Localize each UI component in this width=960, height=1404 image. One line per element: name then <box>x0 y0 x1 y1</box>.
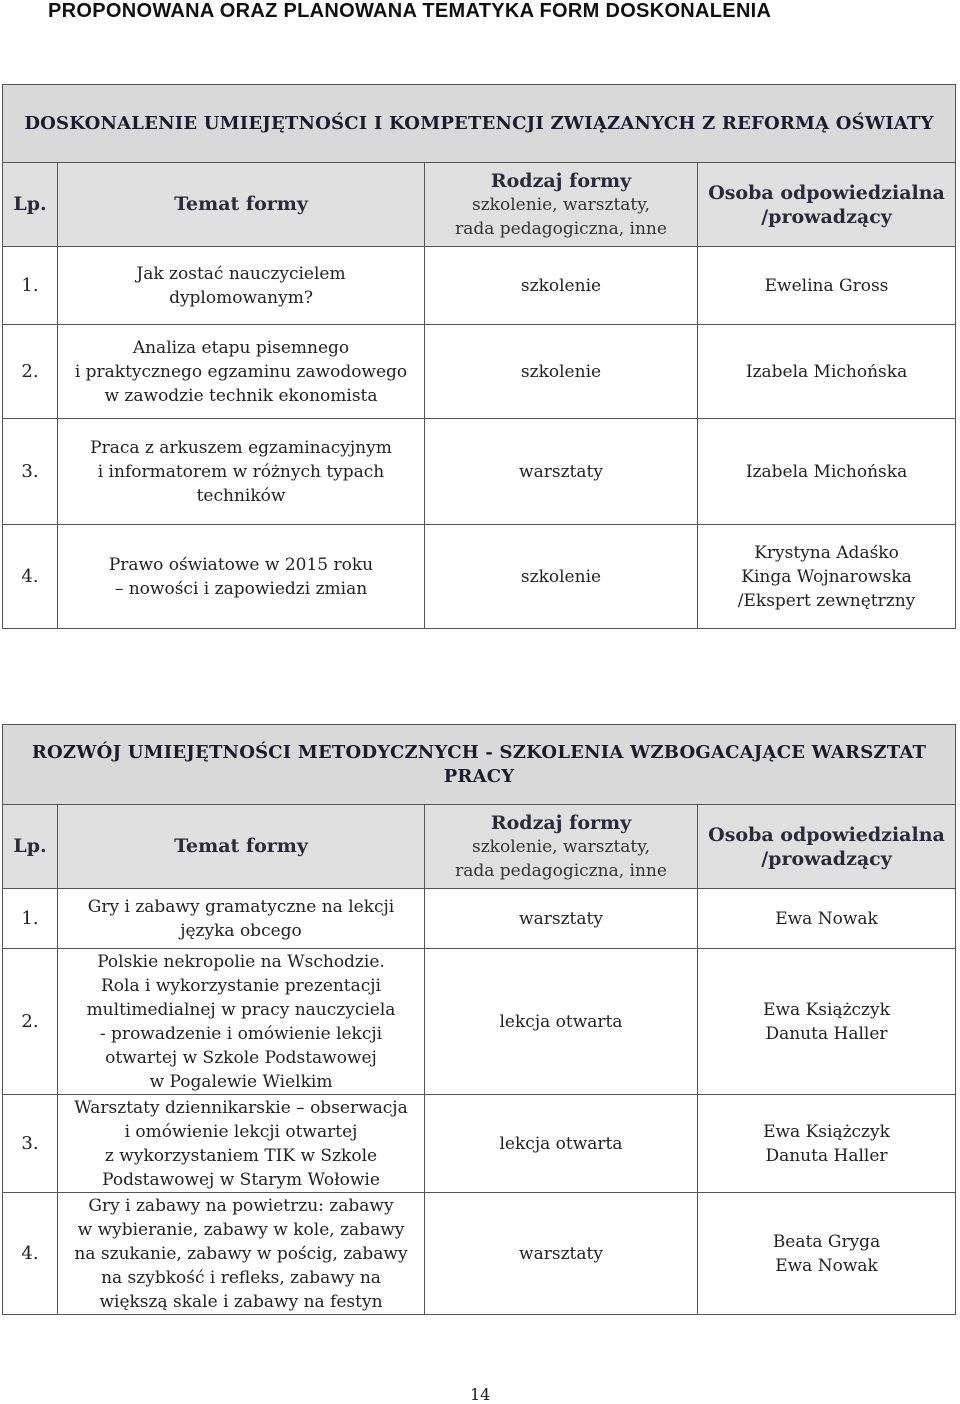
section-title: DOSKONALENIE UMIEJĘTNOŚCI I KOMPETENCJI ZWIĄZANYCH Z REFORMĄ OŚWIATY <box>3 85 956 163</box>
row-lp: 4. <box>3 1193 58 1315</box>
row-rodzaj: szkolenie <box>425 247 698 325</box>
header-temat: Temat formy <box>58 805 425 889</box>
table-row <box>3 325 956 419</box>
row-lp: 2. <box>3 949 58 1095</box>
table-row <box>3 247 956 325</box>
table-reform <box>2 84 956 629</box>
row-osoba: Izabela Michońska <box>698 325 956 419</box>
row-rodzaj: szkolenie <box>425 525 698 629</box>
table-row <box>3 949 956 1095</box>
row-lp: 1. <box>3 889 58 949</box>
row-rodzaj: lekcja otwarta <box>425 949 698 1095</box>
row-temat: Praca z arkuszem egzaminacyjnym i informatorem w różnych typach techników <box>58 419 425 525</box>
row-lp: 3. <box>3 1095 58 1193</box>
page-number: 14 <box>470 1385 491 1404</box>
row-temat: Gry i zabawy na powietrzu: zabawy w wybieranie, zabawy w kole, zabawy na szukanie, zabawy w pościg, zabawy na szybkość i refleks, zabawy na większą skale i zabawy na festyn <box>58 1193 425 1315</box>
row-osoba: Beata Gryga Ewa Nowak <box>698 1193 956 1315</box>
row-rodzaj: lekcja otwarta <box>425 1095 698 1193</box>
row-osoba: Ewa Książczyk Danuta Haller <box>698 1095 956 1193</box>
row-temat: Jak zostać nauczycielem dyplomowanym? <box>58 247 425 325</box>
header-osoba: Osoba odpowiedzialna /prowadzący <box>698 163 956 247</box>
row-osoba: Krystyna Adaśko Kinga Wojnarowska /Ekspert zewnętrzny <box>698 525 956 629</box>
header-rodzaj: Rodzaj formy szkolenie, warsztaty, rada pedagogiczna, inne <box>425 163 698 247</box>
row-osoba: Ewelina Gross <box>698 247 956 325</box>
row-rodzaj: warsztaty <box>425 419 698 525</box>
page-title: PROPONOWANA ORAZ PLANOWANA TEMATYKA FORM DOSKONALENIA <box>48 0 772 22</box>
row-rodzaj: warsztaty <box>425 889 698 949</box>
row-osoba: Ewa Książczyk Danuta Haller <box>698 949 956 1095</box>
section-title: ROZWÓJ UMIEJĘTNOŚCI METODYCZNYCH - SZKOLENIA WZBOGACAJĄCE WARSZTAT PRACY <box>3 725 956 805</box>
header-rodzaj: Rodzaj formy szkolenie, warsztaty, rada pedagogiczna, inne <box>425 805 698 889</box>
table-row <box>3 1193 956 1315</box>
row-temat: Analiza etapu pisemnego i praktycznego egzaminu zawodowego w zawodzie technik ekonomista <box>58 325 425 419</box>
table-row <box>3 889 956 949</box>
row-lp: 3. <box>3 419 58 525</box>
row-lp: 1. <box>3 247 58 325</box>
row-rodzaj: warsztaty <box>425 1193 698 1315</box>
header-lp: Lp. <box>3 163 58 247</box>
row-osoba: Izabela Michońska <box>698 419 956 525</box>
table-row <box>3 1095 956 1193</box>
row-lp: 4. <box>3 525 58 629</box>
header-lp: Lp. <box>3 805 58 889</box>
table-methodology <box>2 724 956 1315</box>
header-temat: Temat formy <box>58 163 425 247</box>
row-temat: Gry i zabawy gramatyczne na lekcji języka obcego <box>58 889 425 949</box>
row-osoba: Ewa Nowak <box>698 889 956 949</box>
header-osoba: Osoba odpowiedzialna /prowadzący <box>698 805 956 889</box>
table-row <box>3 419 956 525</box>
row-rodzaj: szkolenie <box>425 325 698 419</box>
row-lp: 2. <box>3 325 58 419</box>
row-temat: Prawo oświatowe w 2015 roku – nowości i zapowiedzi zmian <box>58 525 425 629</box>
table-row <box>3 525 956 629</box>
row-temat: Warsztaty dziennikarskie – obserwacja i omówienie lekcji otwartej z wykorzystaniem TIK w Szkole Podstawowej w Starym Wołowie <box>58 1095 425 1193</box>
row-temat: Polskie nekropolie na Wschodzie. Rola i wykorzystanie prezentacji multimedialnej w pracy nauczyciela - prowadzenie i omówienie lekcji otwartej w Szkole Podstawowej w Pogalewie Wielkim <box>58 949 425 1095</box>
